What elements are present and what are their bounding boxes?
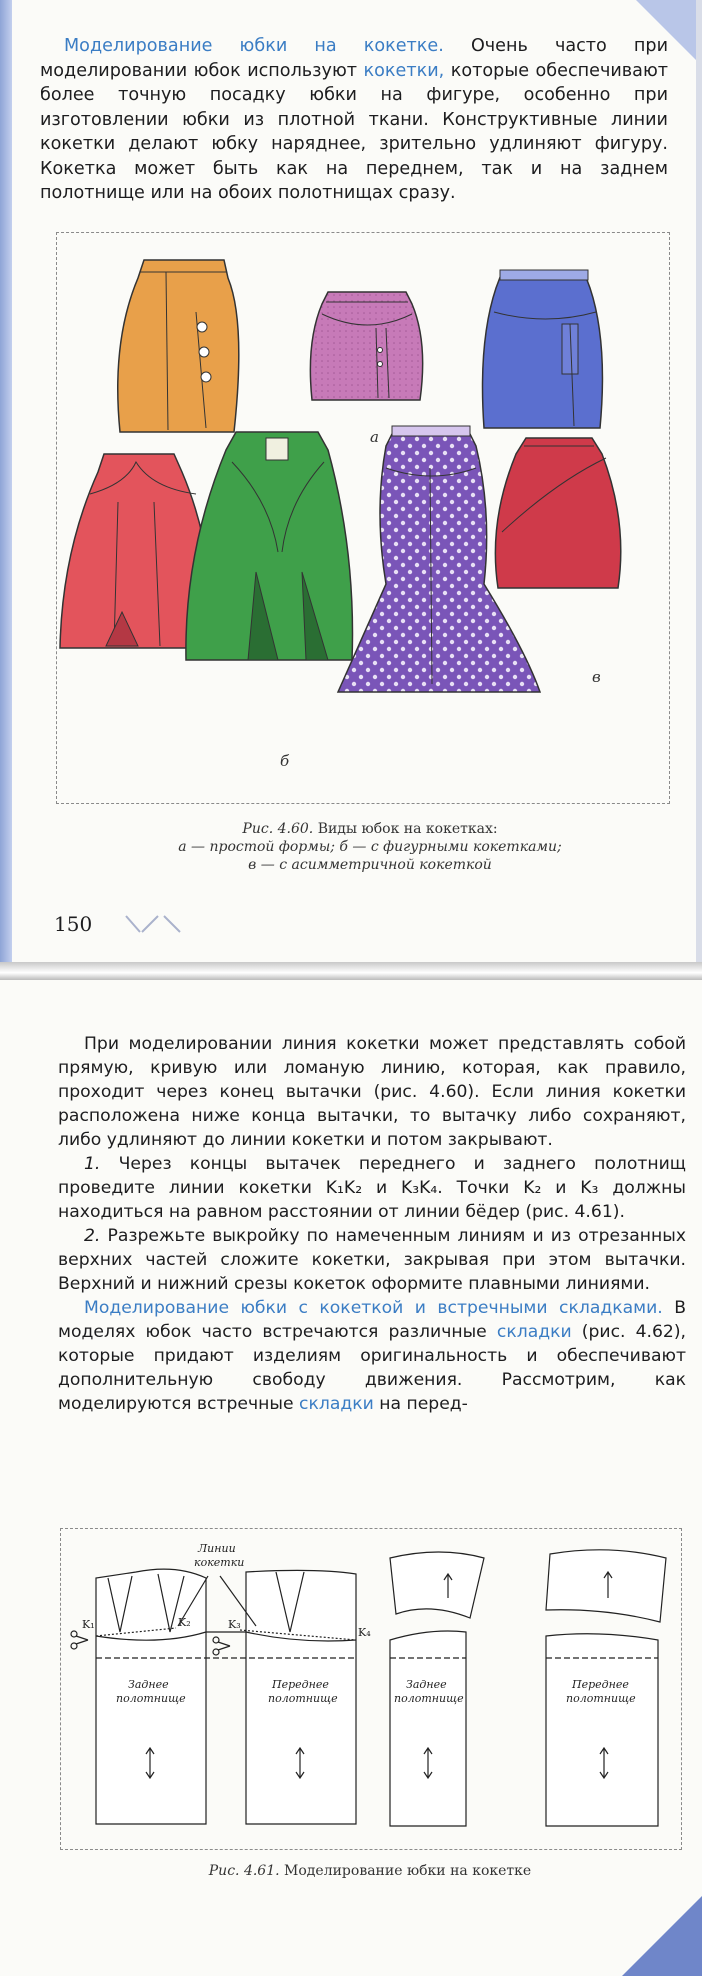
- caption-title: Виды юбок на кокетках:: [317, 821, 498, 837]
- paragraph-text: на перед-: [379, 1394, 468, 1414]
- point-k2: K₂: [178, 1616, 191, 1629]
- front-panel-label: Переднее: [572, 1678, 629, 1691]
- page-ornament: [124, 914, 204, 936]
- page-corner-decoration: [622, 1896, 702, 1976]
- section-heading: Моделирование юбки на кокетке.: [64, 36, 444, 56]
- front-panel-label: Переднее: [272, 1678, 329, 1691]
- paragraph-text: (рис. 4.62), которые придают изделиям оригинальность и обеспечивают дополнительную свободу движения. Рассмотрим, как моделируются встречные: [58, 1322, 687, 1414]
- step-number: 1.: [84, 1154, 101, 1174]
- point-k3: K₃: [228, 1618, 241, 1631]
- green-skirt: [186, 432, 353, 660]
- paragraph-4: [58, 1296, 686, 1416]
- lines-label: кокетки: [194, 1556, 245, 1569]
- caption-figure-number: Рис. 4.60.: [242, 821, 314, 837]
- paragraph-text: В моделях юбок часто встречаются различные: [58, 1298, 687, 1342]
- page-151: [0, 980, 702, 1976]
- figure-label-b: б: [280, 752, 290, 770]
- body-text: [58, 1032, 686, 1416]
- step-text: Через концы вытачек переднего и заднего полотнищ проведите линии кокетки K₁K₂ и K₃K₄. Точки K₂ и K₃ должны находиться на равном расстоянии от линии бёдер (рис. 4.61).: [58, 1154, 686, 1222]
- section-heading: Моделирование юбки с кокеткой и встречными складками.: [84, 1298, 663, 1318]
- page-150: [0, 0, 702, 972]
- figure-4-60-caption: [120, 820, 620, 874]
- point-k1: K₁: [82, 1618, 95, 1631]
- front-panel-label: полотнище: [268, 1692, 338, 1705]
- caption-line: в — с асимметричной кокеткой: [248, 857, 492, 873]
- page-separator: [0, 962, 702, 980]
- step-number: 2.: [84, 1226, 101, 1246]
- figure-label-a: а: [370, 428, 379, 446]
- back-panel-label: полотнище: [394, 1692, 464, 1705]
- front-panel-label: полотнище: [566, 1692, 636, 1705]
- pink-skirt: [310, 292, 422, 400]
- paragraph-text: которые обеспечивают более точную посадку юбки на фигуре, особенно при изготовлении юбки из плотной ткани. Конструктивные линии кокетки делают юбку наряднее, зрительно удлиняют фигуру. Кокетка может быть как на переднем, так и на заднем полотнище или на обоих полотнищах сразу.: [40, 60, 669, 203]
- orange-skirt: [118, 260, 239, 432]
- paragraph-3: [58, 1224, 686, 1296]
- back-panel-label: Заднее: [128, 1678, 169, 1691]
- keyword-skladki: складки: [496, 1322, 572, 1342]
- skirt-pattern-drawing: [60, 1528, 680, 1848]
- page-edge-band: [0, 0, 12, 972]
- keyword-skladki: складки: [299, 1394, 374, 1414]
- page-number: 150: [54, 912, 93, 936]
- crimson-skirt: [495, 438, 620, 588]
- blue-skirt: [483, 270, 603, 428]
- caption-line: а — простой формы; б — с фигурными кокетками;: [178, 839, 562, 855]
- keyword-kokyetki: кокетки,: [363, 60, 445, 81]
- paragraph-text: Очень часто при моделировании юбок используют: [40, 36, 669, 81]
- caption-title: Моделирование юбки на кокетке: [284, 1863, 532, 1879]
- figure-label-v: в: [592, 668, 601, 686]
- figure-4-61-caption: [120, 1862, 620, 1880]
- intro-paragraph: [40, 34, 668, 206]
- skirt-illustrations: [56, 232, 668, 802]
- back-panel-label: полотнище: [116, 1692, 186, 1705]
- paragraph-1: При моделировании линия кокетки может представлять собой прямую, кривую или ломаную линию, которая, как правило, проходит через конец вытачки (рис. 4.60). Если линия кокетки расположена ниже конца вытачки, то вытачку либо сохраняют, либо удлиняют до линии кокетки и потом закрывают.: [58, 1034, 686, 1150]
- point-k4: K₄: [358, 1626, 371, 1639]
- step-text: Разрежьте выкройку по намеченным линиям и из отрезанных верхних частей сложите кокетки, закрывая при этом вытачки. Верхний и нижний срезы кокеток оформите плавными линиями.: [58, 1226, 686, 1294]
- back-panel-label: Заднее: [406, 1678, 447, 1691]
- lines-label: Линии: [198, 1542, 236, 1555]
- caption-figure-number: Рис. 4.61.: [208, 1863, 280, 1879]
- paragraph-2: [58, 1152, 686, 1224]
